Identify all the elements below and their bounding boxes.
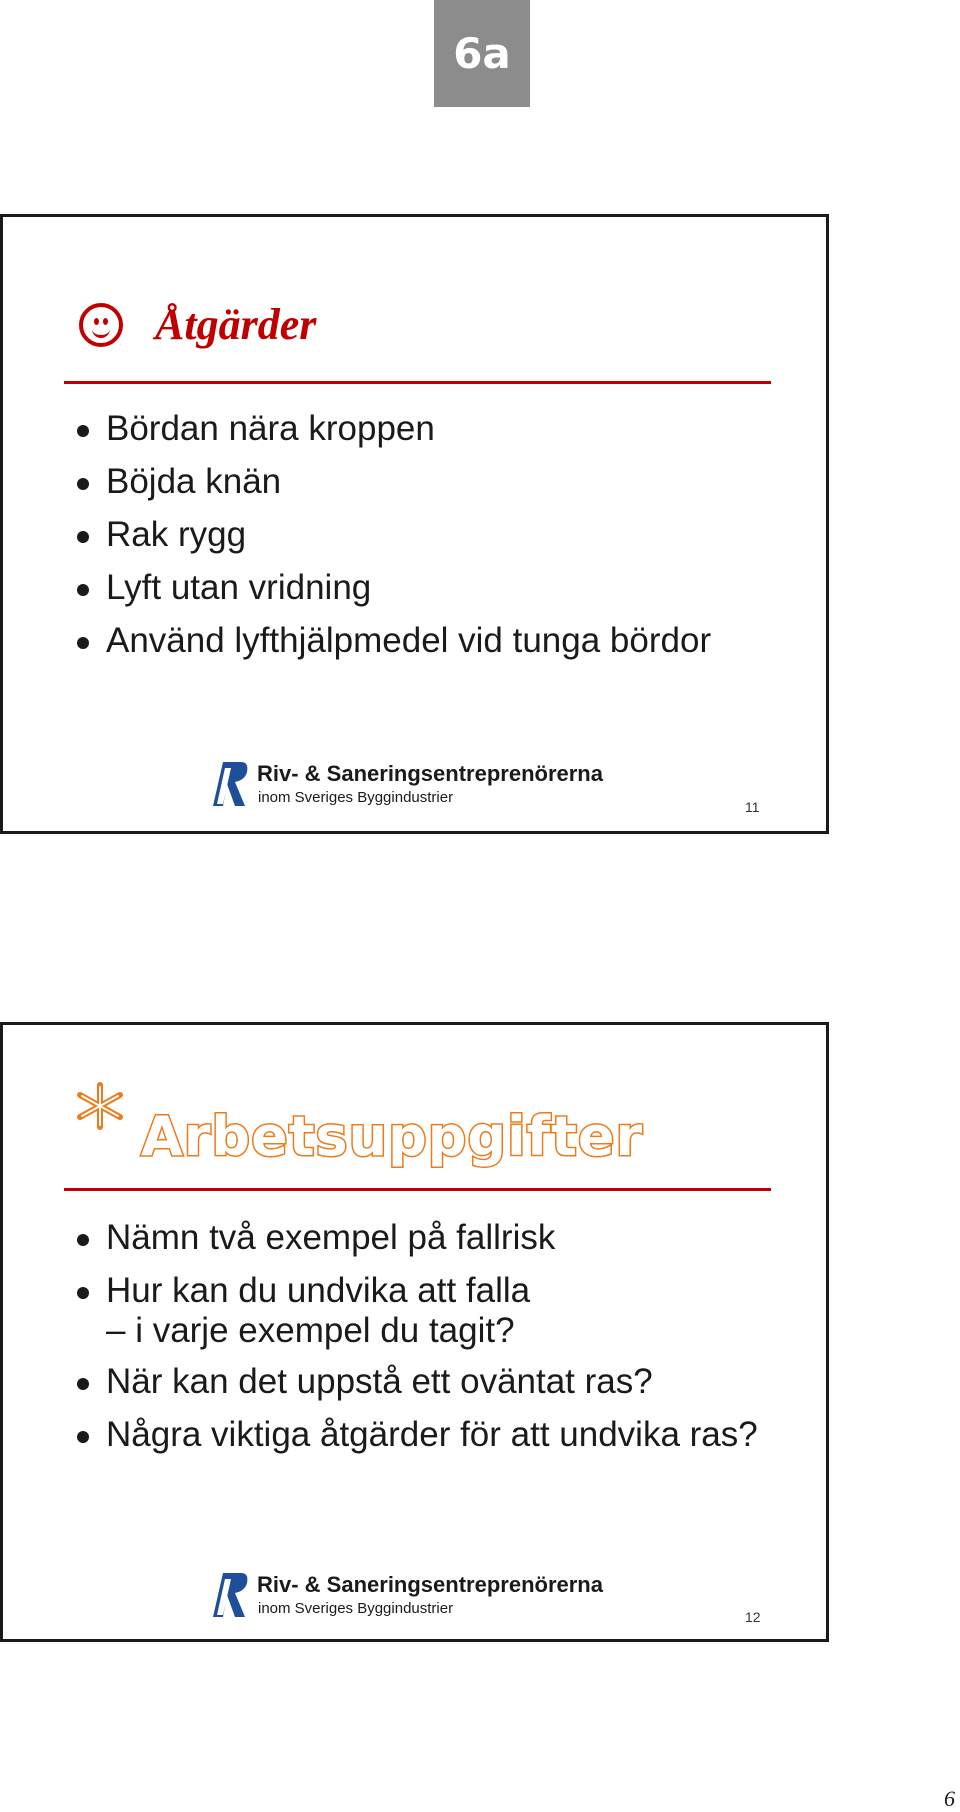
bullet-icon xyxy=(77,1431,89,1443)
section-tab: 6a xyxy=(434,0,530,107)
bullet-icon xyxy=(77,584,89,596)
list-item: När kan det uppstå ett oväntat ras? xyxy=(77,1355,758,1408)
bullet-icon xyxy=(77,531,89,543)
slide-title: Arbetsuppgifter xyxy=(141,1105,644,1168)
bullet-icon xyxy=(77,478,89,490)
bullet-list xyxy=(77,402,711,667)
list-item-continuation: – i varje exempel du tagit? xyxy=(106,1311,515,1350)
logo-subtitle: inom Sveriges Byggindustrier xyxy=(258,789,454,806)
company-logo xyxy=(211,760,603,810)
slide-number: 11 xyxy=(745,799,760,815)
logo-name: Riv- & Saneringsentreprenörerna xyxy=(257,1572,603,1597)
bullet-icon xyxy=(77,1287,89,1299)
logo-mark-icon xyxy=(211,1571,249,1619)
company-logo xyxy=(211,1571,603,1621)
list-item: Nämn två exempel på fallrisk xyxy=(77,1211,758,1264)
list-item: Böjda knän xyxy=(77,455,711,508)
list-item: Lyft utan vridning xyxy=(77,561,711,614)
list-item: Hur kan du undvika att falla xyxy=(77,1264,758,1317)
smiley-icon xyxy=(79,303,123,347)
title-divider xyxy=(64,1188,771,1191)
slide-number: 12 xyxy=(745,1609,761,1625)
bullet-icon xyxy=(77,637,89,649)
slide-12 xyxy=(0,1022,829,1642)
slide-title: Åtgärder xyxy=(155,300,317,349)
asterisk-icon xyxy=(75,1081,125,1131)
bullet-icon xyxy=(77,1378,89,1390)
logo-subtitle: inom Sveriges Byggindustrier xyxy=(258,1600,454,1617)
bullet-icon xyxy=(77,425,89,437)
title-divider xyxy=(64,381,771,384)
bullet-list xyxy=(77,1211,758,1461)
slide-title-row xyxy=(79,299,316,350)
bullet-icon xyxy=(77,1234,89,1246)
logo-mark-icon xyxy=(211,760,249,808)
slide-11 xyxy=(0,214,829,834)
list-item: Använd lyfthjälpmedel vid tunga bördor xyxy=(77,614,711,667)
list-item: Några viktiga åtgärder för att undvika ras? xyxy=(77,1408,758,1461)
list-item: Bördan nära kroppen xyxy=(77,402,711,455)
logo-name: Riv- & Saneringsentreprenörerna xyxy=(257,761,603,786)
list-item: Rak rygg xyxy=(77,508,711,561)
page-number: 6 xyxy=(944,1786,955,1811)
